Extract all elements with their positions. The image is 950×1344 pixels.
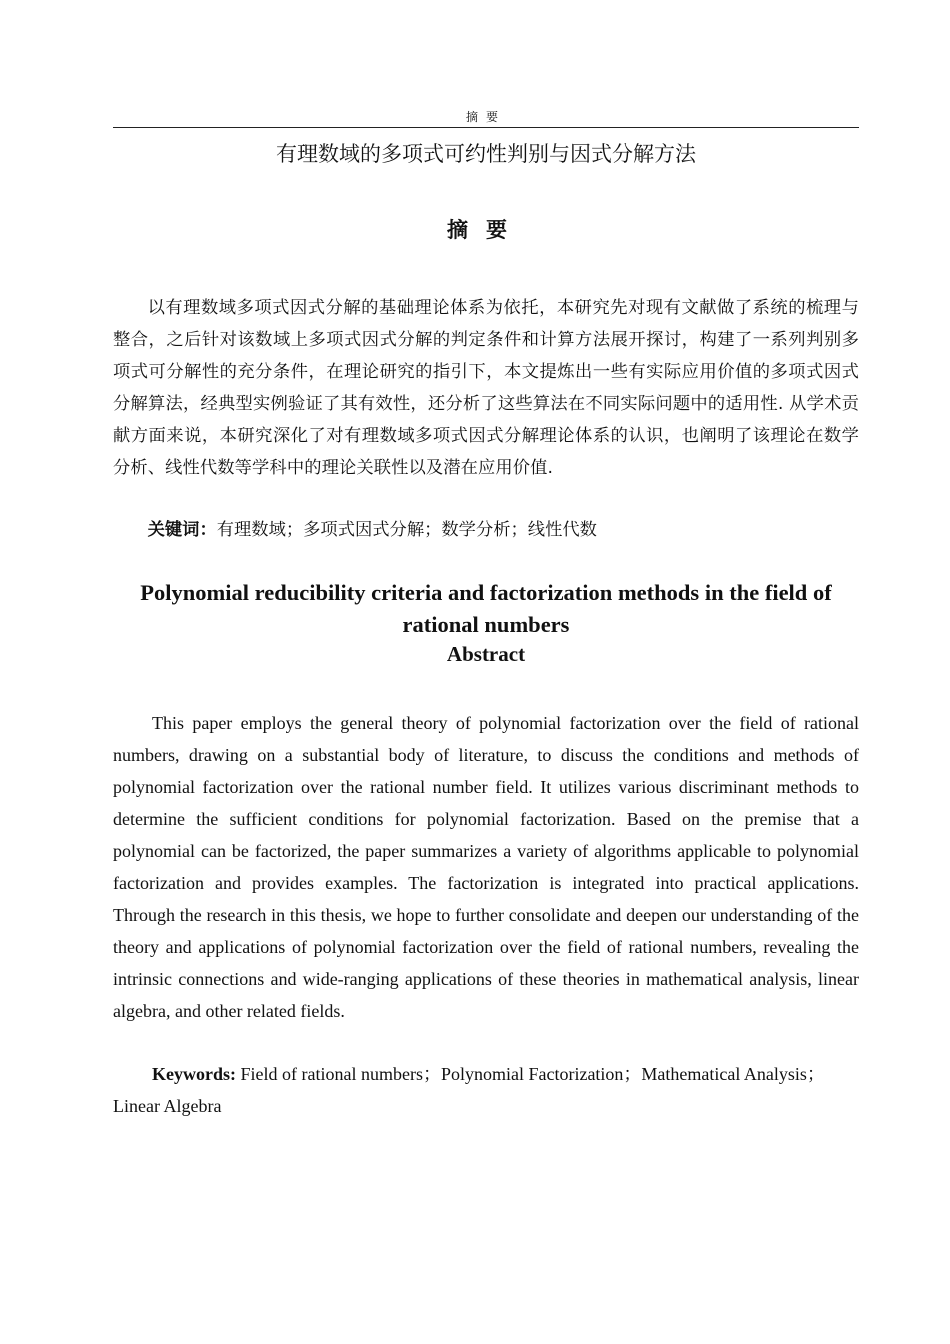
english-keywords-label: Keywords:	[152, 1064, 236, 1084]
chinese-keywords-label: 关键词：	[147, 520, 217, 540]
english-abstract-body: This paper employs the general theory of polynomial factorization over the field of rational numbers, drawing on a substantial body of literature, to discuss the conditions and methods of polynomial factorization over the rational number field. It utilizes various discriminant methods to determine the sufficient conditions for polynomial factorization. Based on the premise that a polynomial can be factorized, the paper summarizes a variety of algorithms applicable to polynomial factorization and provides examples. The factorization is integrated into practical applications. Through the research in this thesis, we hope to further consolidate and deepen our understanding of the theory and applications of polynomial factorization over the field of rational numbers, revealing the intrinsic connections and wide-ranging applications of these theories in mathematical analysis, linear algebra, and other related fields.	[113, 713, 859, 1021]
chinese-abstract-body: 以有理数域多项式因式分解的基础理论体系为依托，本研究先对现有文献做了系统的梳理与整合，之后针对该数域上多项式因式分解的判定条件和计算方法展开探讨，构建了一系列判别多项式可分解性的充分条件，在理论研究的指引下，本文提炼出一些有实际应用价值的多项式因式分解算法，经典型实例验证了其有效性，还分析了这些算法在不同实际问题中的适用性. 从学术贡献方面来说，本研究深化了对有理数域多项式因式分解理论体系的认识，也阐明了该理论在数学分析、线性代数等学科中的理论关联性以及潜在应用价值.	[113, 298, 859, 478]
chinese-title: 有理数域的多项式可约性判别与因式分解方法	[276, 142, 696, 166]
header-rule	[113, 127, 859, 128]
english-keywords-list: Field of rational numbers；Polynomial Factorization；Mathematical Analysis；Linear Algebra	[113, 1064, 825, 1116]
english-title: Polynomial reducibility criteria and factorization methods in the field of rational numbers	[140, 580, 832, 637]
chinese-keywords	[113, 514, 859, 546]
english-abstract-heading: Abstract	[446, 642, 526, 666]
english-keywords	[113, 1058, 859, 1122]
chinese-keywords-list: 有理数域；多项式因式分解；数学分析；线性代数	[216, 520, 597, 540]
chinese-abstract-heading: 摘要	[447, 218, 525, 242]
running-header: 摘要	[465, 110, 506, 124]
